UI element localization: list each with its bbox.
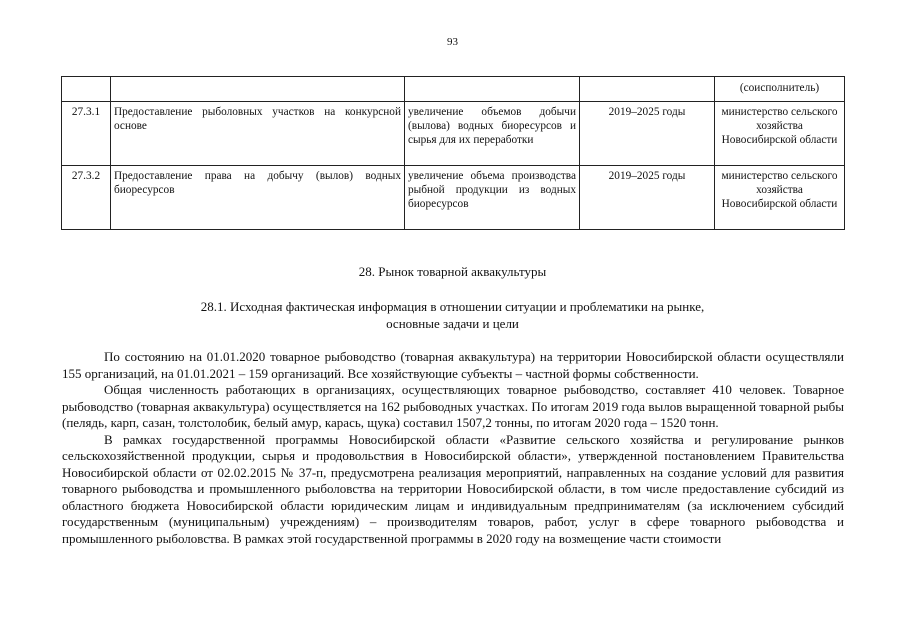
table-cell <box>405 77 580 102</box>
table-row <box>62 166 845 230</box>
measures-table <box>61 76 845 230</box>
subsection-title <box>100 298 805 332</box>
result-cell: увеличение объема производства рыбной продукции из водных биоресурсов <box>405 166 580 230</box>
section-title: 28. Рынок товарной аквакультуры <box>358 264 547 279</box>
page-number: 93 <box>447 36 458 48</box>
executor-cell: министерство сельского хозяйства Новосибирской области <box>715 102 845 166</box>
body-text <box>62 349 844 547</box>
paragraph: В рамках государственной программы Новосибирской области «Развитие сельского хозяйства и регулирование рынков сельскохозяйственной продукции, сырья и продовольствия в Новосибирской области», утвержденной постановлением Правительства Новосибирской области от 02.02.2015 № 37-п, предусмотрена реализация мероприятий, направленных на создание условий для развития товарного рыбоводства и промышленного рыболовства на территории Новосибирской области, в том числе предоставление субсидий из областного бюджета Новосибирской области юридическим лицам и индивидуальным предпринимателям (за исключением субсидий государственным (муниципальным) учреждениям) – производителям товаров, работ, услуг в сфере товарного рыбоводства и промышленного рыболовства. В рамках этой государственной программы в 2020 году на возмещение части стоимости <box>62 431 844 546</box>
paragraph: По состоянию на 01.01.2020 товарное рыбоводство (товарная аквакультура) на территории Новосибирской области осуществляли 155 организаций, на 01.01.2021 – 159 организаций. Все хозяйствующие субъекты – частной формы собственности. <box>62 349 844 381</box>
paragraph: Общая численность работающих в организациях, осуществляющих товарное рыбоводство, составляет 410 человек. Товарное рыбоводство (товарная аквакультура) осуществляется на 162 рыбоводных участках. По итогам 2019 года вылов выращенной товарной рыбы (пелядь, карп, сазан, толстолобик, белый амур, карась, щука) составил 1507,2 тонны, по итогам 2020 года – 1520 тонн. <box>62 382 844 430</box>
table-cell <box>111 77 405 102</box>
term-cell: 2019–2025 годы <box>580 102 715 166</box>
activity-cell: Предоставление рыболовных участков на конкурсной основе <box>111 102 405 166</box>
term-cell: 2019–2025 годы <box>580 166 715 230</box>
table-cell <box>62 77 111 102</box>
subsection-title-line: основные задачи и цели <box>386 316 519 331</box>
subsection-title-line: 28.1. Исходная фактическая информация в отношении ситуации и проблематики на рынке, <box>200 299 705 314</box>
table-row <box>62 77 845 102</box>
activity-cell: Предоставление права на добычу (вылов) водных биоресурсов <box>111 166 405 230</box>
row-number: 27.3.2 <box>62 166 111 230</box>
table-row <box>62 102 845 166</box>
executor-cell: министерство сельского хозяйства Новосибирской области <box>715 166 845 230</box>
result-cell: увеличение объемов добычи (вылова) водных биоресурсов и сырья для их переработки <box>405 102 580 166</box>
table-cell <box>580 77 715 102</box>
executor-note-cell: (соисполнитель) <box>715 77 845 102</box>
row-number: 27.3.1 <box>62 102 111 166</box>
